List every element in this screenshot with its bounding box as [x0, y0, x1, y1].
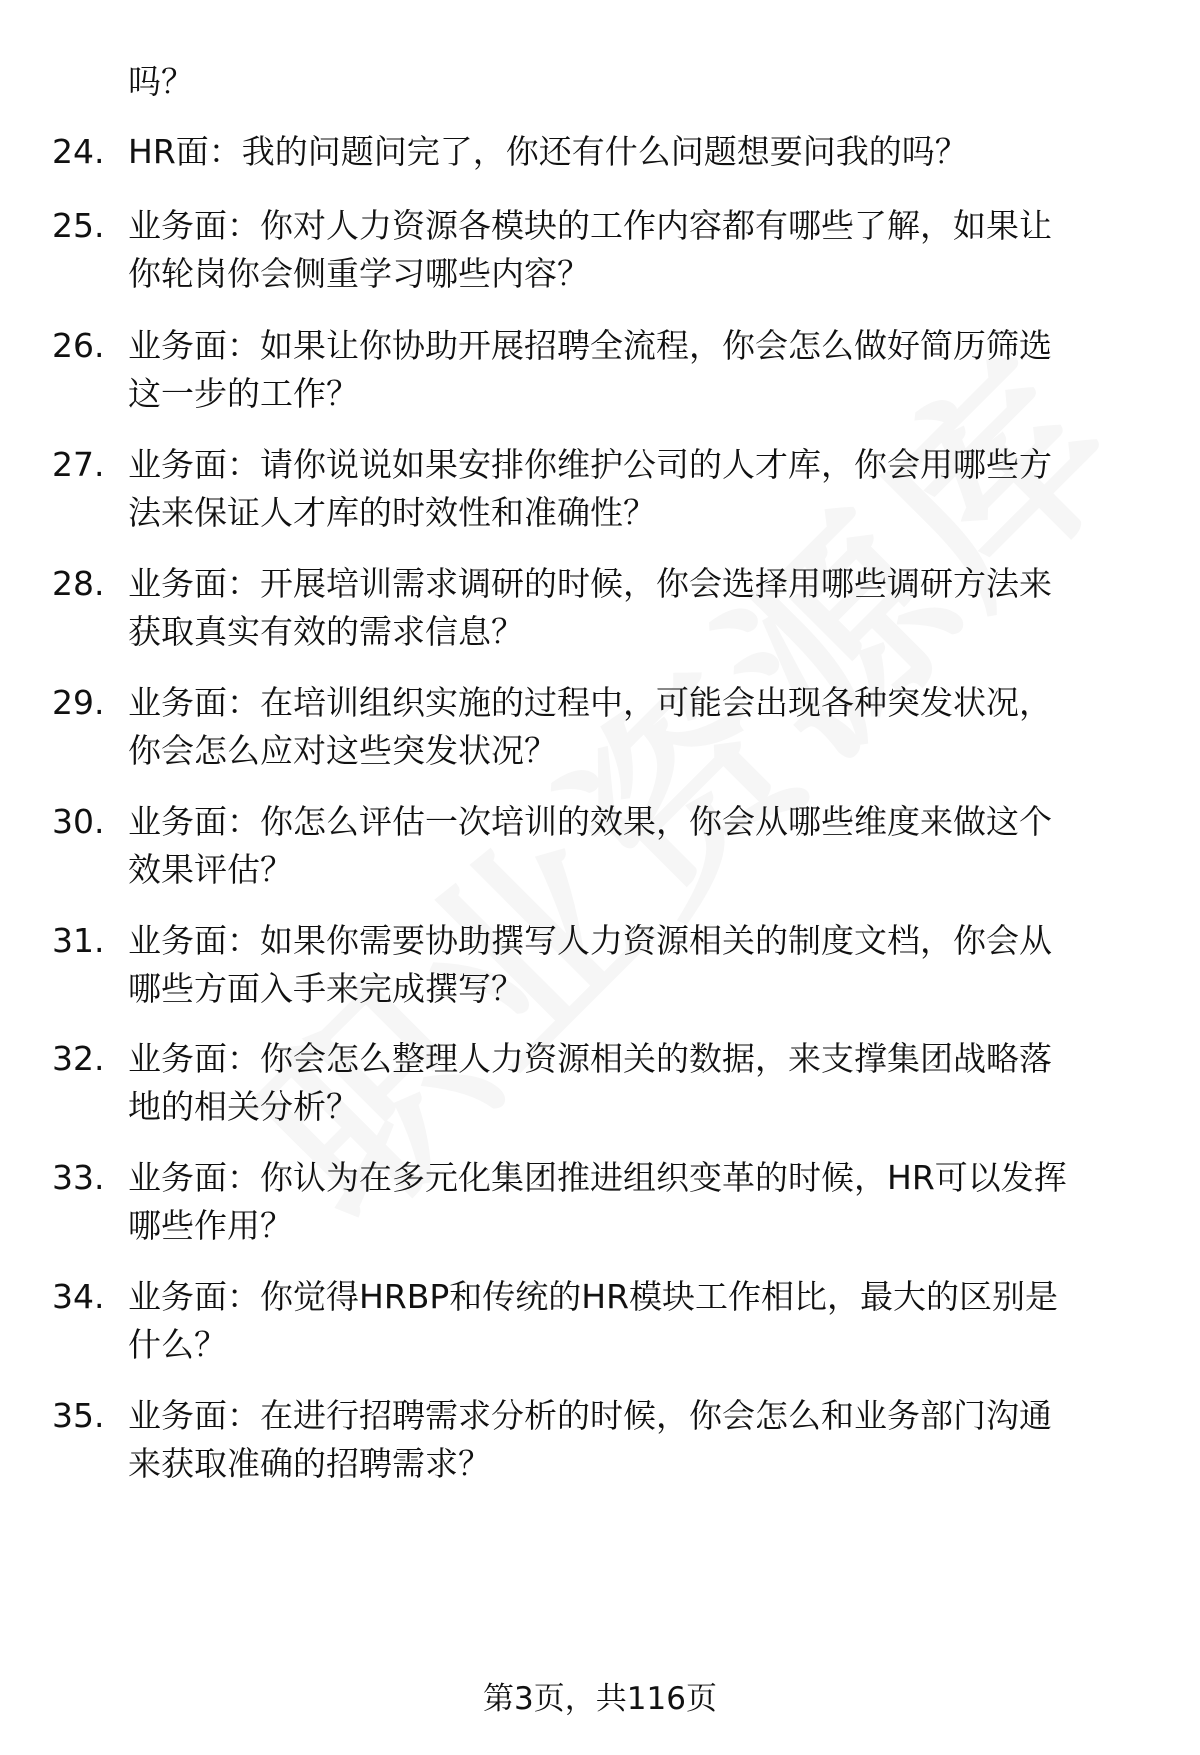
- page-footer: 第3页，共116页: [483, 1681, 717, 1717]
- question-text: 业务面：在进行招聘需求分析的时候，你会怎么和业务部门沟通 来获取准确的招聘需求？: [128, 1396, 1052, 1483]
- question-number: 28.: [52, 564, 105, 603]
- question-number: 33.: [52, 1158, 105, 1197]
- question-number: 27.: [52, 445, 105, 484]
- question-number: 26.: [52, 326, 105, 365]
- question-text: 业务面：你认为在多元化集团推进组织变革的时候，HR可以发挥 哪些作用？: [128, 1158, 1067, 1245]
- question-number: 30.: [52, 802, 105, 841]
- question-text: 业务面：如果你需要协助撰写人力资源相关的制度文档，你会从 哪些方面入手来完成撰写？: [128, 921, 1052, 1008]
- question-text: 业务面：请你说说如果安排你维护公司的人才库，你会用哪些方 法来保证人才库的时效性和准确性？: [128, 445, 1052, 532]
- question-number: 25.: [52, 206, 105, 245]
- question-text: 业务面：如果让你协助开展招聘全流程，你会怎么做好简历筛选 这一步的工作？: [128, 326, 1052, 413]
- question-number: 34.: [52, 1277, 105, 1316]
- question-text: 业务面：你对人力资源各模块的工作内容都有哪些了解，如果让 你轮岗你会侧重学习哪些内容？: [128, 206, 1052, 293]
- question-text: 业务面：在培训组织实施的过程中，可能会出现各种突发状况， 你会怎么应对这些突发状况？: [128, 683, 1052, 770]
- question-number: 32.: [52, 1039, 105, 1078]
- question-number: 31.: [52, 921, 105, 960]
- question-number: 24.: [52, 132, 105, 171]
- question-text: HR面：我的问题问完了，你还有什么问题想要问我的吗？: [128, 132, 968, 171]
- question-number: 29.: [52, 683, 105, 722]
- question-text: 业务面：你会怎么整理人力资源相关的数据，来支撑集团战略落 地的相关分析？: [128, 1039, 1052, 1126]
- question-number: 35.: [52, 1396, 105, 1435]
- question-text: 业务面：你觉得HRBP和传统的HR模块工作相比，最大的区别是 什么？: [128, 1277, 1059, 1364]
- question-text: 业务面：你怎么评估一次培训的效果，你会从哪些维度来做这个 效果评估？: [128, 802, 1052, 889]
- continuation-text: 吗？: [128, 62, 194, 101]
- question-text: 业务面：开展培训需求调研的时候，你会选择用哪些调研方法来 获取真实有效的需求信息？: [128, 564, 1052, 651]
